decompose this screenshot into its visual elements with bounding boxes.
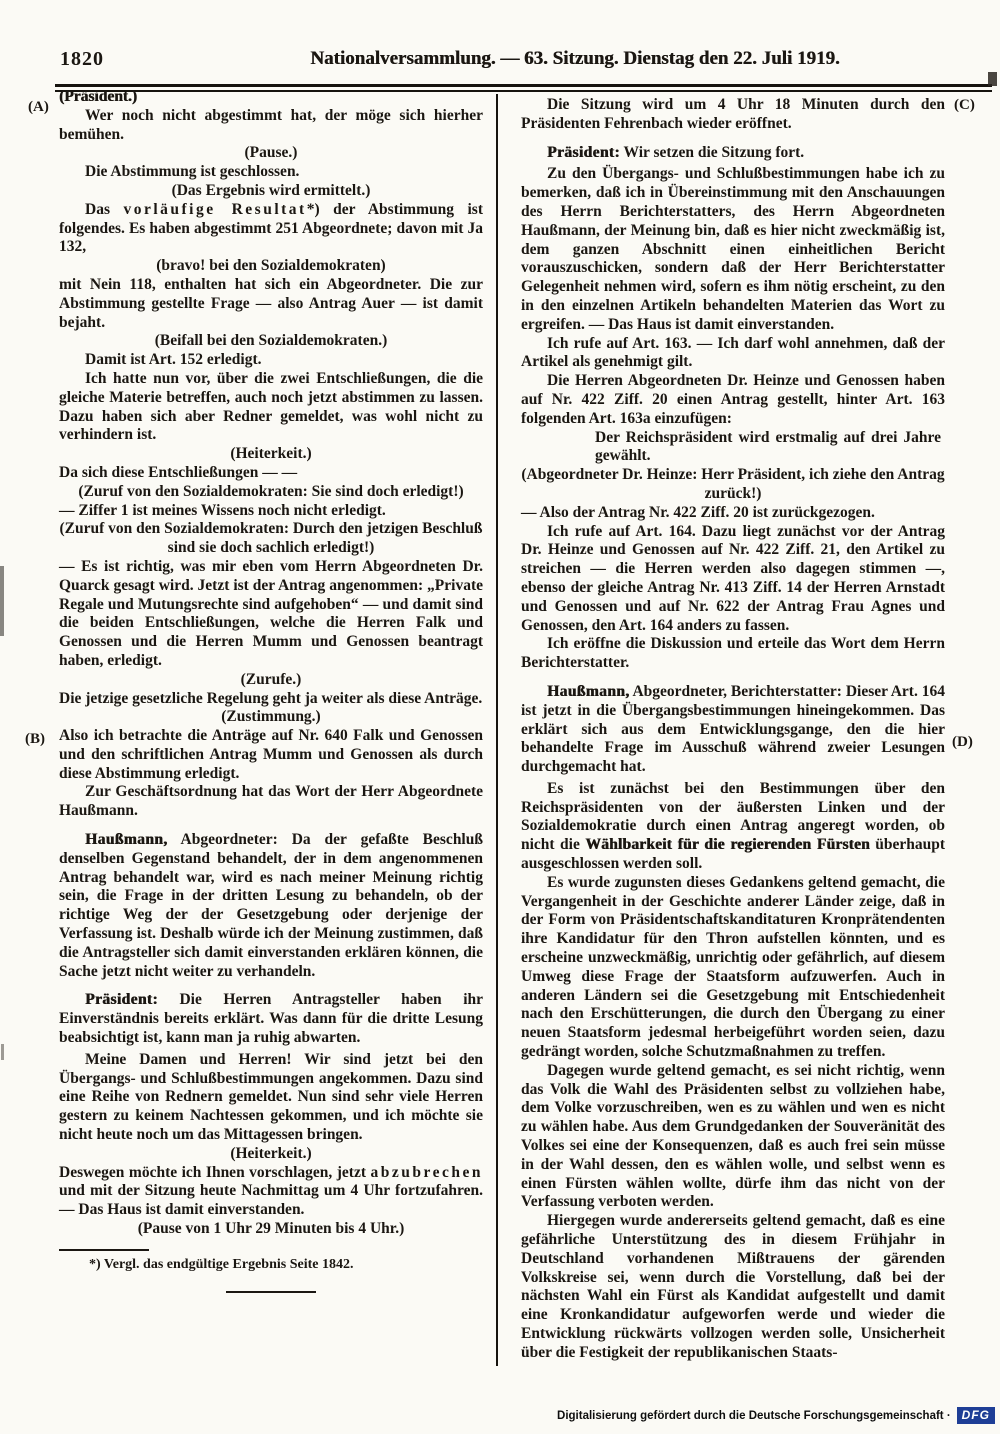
text-run: (Beifall bei den Sozialdemokraten.) — [154, 332, 388, 350]
text-run: vorläufige Resultat — [123, 200, 307, 218]
margin-marker-a: (A) — [28, 99, 49, 115]
text-run: (Heiterkeit.) — [230, 1144, 312, 1162]
text-run: — Es ist richtig, was mir eben vom Herrn Abgeordneten Dr. Quarck gesagt wird. Jetzt ist der Antrag angenommen: „Private Regale und Mutungsrechte sind aufgehoben“ — und damit sind die beiden Entschließungen, welche die Herren Falk und Genossen und die Herren Mumm und Genossen beantragt haben, erledigt. — [59, 557, 483, 669]
margin-marker-b: (B) — [25, 731, 45, 747]
text-run: (bravo! bei den Sozialdemokraten) — [156, 257, 386, 275]
speaker-name: Präsident: — [547, 143, 620, 161]
stage-direction — [59, 1145, 483, 1164]
text-run: Die jetzige gesetzliche Regelung geht ja weiter als diese Anträge. — [59, 689, 483, 707]
text-run: Die Herren Abgeordneten Dr. Heinze und Genossen haben auf Nr. 422 Ziff. 20 einen Antrag gestellt, hinter Art. 163 folgenden Art. 163a einzufügen: — [521, 372, 945, 427]
margin-marker-d: (D) — [952, 734, 973, 750]
speaker-name: Präsident: — [85, 991, 158, 1009]
text-run: Damit ist Art. 152 erledigt. — [85, 351, 262, 369]
page-number: 1820 — [60, 48, 104, 70]
text-run: Meine Damen und Herren! Wir sind jetzt bei den Übergangs- und Schlußbestimmungen angekommen. Dazu sind eine Reihe von Rednern gemeldet. Nun sind sehr viele Herren gestern zu keinem Nachtessen gekommen, und ich möchte sie nicht heute noch um das Mittagessen bringen. — [59, 1050, 483, 1144]
paragraph — [59, 502, 483, 521]
motion-quote — [595, 429, 941, 467]
text-run: *) der Abstimmung ist folgendes. Es haben abgestimmt 251 Abgeordnete; davon mit Ja 132, — [59, 200, 483, 256]
text-run: Wir setzen die Sitzung fort. — [623, 143, 805, 161]
paragraph — [521, 335, 945, 373]
text-run: mit Nein 118, enthalten hat sich ein Abgeordneter. Die zur Abstimmung gestellte Frage — also Antrag Auer — ist damit bejaht. — [59, 275, 483, 331]
rule-end — [226, 1291, 316, 1293]
paragraph — [59, 727, 483, 783]
paragraph — [59, 783, 483, 821]
text-run: Ich rufe auf Art. 163. — Ich darf wohl annehmen, daß der Artikel als genehmigt gilt. — [521, 334, 945, 371]
paragraph — [59, 1051, 483, 1145]
paragraph — [521, 1062, 945, 1212]
text-run: Hiergegen wurde andererseits geltend gemacht, daß es eine gefährliche Unterstützung des in diesem Frühjahr in Deutschland vorhandenen Mißtrauens der gärenden Volkskreise sei, wenn durch die Vorstellung, daß bei der nächsten Wahl ein Fürst als Kandidat aufgestellt und damit eine Kronkandidatur aufgeworfen werde und wieder die Entwicklung rückwärts vollzogen werden solle, Unsicherheit über die Festigkeit der republikanischen Staats- — [521, 1212, 945, 1361]
text-run: Die Herren Antragsteller haben ihr Einverständnis bereits erklärt. Was dann für die dritte Lesung beabsichtigt ist, kann man ja ruhig abwarten. — [59, 991, 484, 1047]
text-run: Ich hatte nun vor, über die zwei Entschließungen, die die gleiche Materie betreffen, auch noch jetzt abstimmen zu lassen. Dazu haben sich aber Redner gemeldet, was wohl nicht zu verhindern ist. — [59, 369, 483, 444]
paragraph — [521, 523, 945, 636]
page-header-title: Nationalversammlung. — 63. Sitzung. Dienstag den 22. Juli 1919. — [310, 48, 840, 69]
stage-direction — [59, 144, 483, 163]
text-run: Dagegen wurde geltend gemacht, es sei nicht richtig, wenn das Volk die Wahl des Präsidenten selbst zu vollziehen habe, dem Volke vorzuschreiben, wen es zu wählen und wen es nicht zu wählen habe. Aus dem Grundgedanken der Souveränität des Volkes sei eine der Konsequenzen, daß es auch frei sein müsse in der Wahl dessen, den es wählen wolle, und selbst wenn es einen Fürsten wählen wollte, dürfe ihm das nicht von der Verfassung verboten werden. — [521, 1061, 945, 1211]
paragraph — [521, 165, 945, 334]
paragraph — [521, 635, 945, 673]
paragraph — [521, 96, 945, 134]
text-run: (Heiterkeit.) — [230, 445, 312, 463]
rule-footnote — [59, 1249, 149, 1251]
right-column — [521, 96, 945, 1363]
stage-direction — [59, 671, 483, 690]
speech-paragraph — [521, 144, 945, 163]
dfg-logo: DFG — [957, 1407, 995, 1424]
text-run: Deswegen möchte ich Ihnen vorschlagen, jetzt — [59, 1163, 371, 1181]
paragraph — [59, 351, 483, 370]
stage-direction — [521, 466, 945, 504]
paragraph — [59, 201, 483, 257]
text-run: Die Abstimmung ist geschlossen. — [85, 163, 300, 181]
paragraph — [59, 1164, 483, 1220]
text-run: überhaupt ausgeschlossen werden soll. — [521, 836, 945, 873]
text-run: *) Vergl. das endgültige Ergebnis Seite 1842. — [89, 1256, 354, 1272]
text-run: Zu den Übergangs- und Schlußbestimmungen habe ich zu bemerken, daß ich in Übereinstimmung mit den Anschauungen des Herrn Berichterstatters, des Herrn Abgeordneten Haußmann, der Meinung bin, daß es hier nicht zweckmäßig ist, dem ganzen Abschnitt einen einheitlichen Bericht vorauszuschicken, sondern daß der Herr Berichterstatter Gelegenheit nehmen wird, sofern es ihm nötig erscheint, zu den in den einzelnen Artikeln behandelten Materien das Wort zu ergreifen. — Das Haus ist damit einverstanden. — [521, 165, 945, 333]
paragraph — [521, 1212, 945, 1362]
paragraph — [59, 276, 483, 332]
speech-paragraph — [59, 831, 483, 981]
text-run: Abgeordneter, Berichterstatter: Dieser Art. 164 ist jetzt in die Übergangsbestimmungen hineingekommen. Das erklärt sich aus dem Entwicklungsgange, den die hier behandelte Frage im Ausschuß während zweier Lesungen durchgemacht hat. — [521, 682, 945, 776]
text-run: (Zurufe.) — [240, 670, 302, 688]
stage-direction — [59, 708, 483, 727]
paragraph — [59, 163, 483, 182]
left-column — [59, 88, 483, 1293]
text-run: (Pause.) — [244, 144, 298, 162]
text-run: Ich rufe auf Art. 164. Dazu liegt zunächst vor der Antrag Dr. Heinze und Genossen auf Nr. 422 Ziff. 21, den Artikel zu streichen — die Herren werden also dagegen stimmen —, ebenso der gleiche Antrag Nr. 413 Ziff. 14 der Herren Arnstadt und Genossen und auf Nr. 622 der Antrag Frau Agnes und Genossen, den Art. 164 anders zu fassen. — [521, 522, 945, 634]
text-run: Ich eröffne die Diskussion und erteile das Wort dem Herrn Berichterstatter. — [521, 635, 945, 672]
text-run: Also ich betrachte die Anträge auf Nr. 640 Falk und Genossen und den schriftlichen Antrag Mumm und Genossen als durch diese Abstimmung erledigt. — [59, 727, 483, 782]
text-run: (Pause von 1 Uhr 29 Minuten bis 4 Uhr.) — [137, 1220, 405, 1238]
credit-text: Digitalisierung gefördert durch die Deutsche Forschungsgemeinschaft · — [557, 1409, 951, 1422]
paragraph — [59, 690, 483, 709]
stage-direction — [59, 483, 483, 502]
text-run: Der Reichspräsident wird erstmalig auf drei Jahre gewählt. — [595, 428, 941, 465]
text-run: — Also der Antrag Nr. 422 Ziff. 20 ist zurückgezogen. — [521, 503, 875, 521]
text-run: Das — [85, 200, 124, 218]
paragraph — [521, 504, 945, 523]
stage-direction — [59, 445, 483, 464]
text-run: (Zustimmung.) — [221, 708, 321, 726]
paragraph — [521, 780, 945, 874]
text-run: Da sich diese Entschließungen — — — [59, 463, 298, 481]
header-rule-thick — [55, 84, 992, 87]
text-run: abzubrechen — [370, 1163, 483, 1181]
text-run: und mit der Sitzung heute Nachmittag um 4 Uhr fortzufahren. — Das Haus ist damit einverstanden. — [59, 1182, 483, 1219]
continuation-header — [59, 88, 483, 107]
margin-marker-c: (C) — [954, 97, 975, 113]
text-run: Wählbarkeit für die regierenden Fürsten — [585, 836, 870, 854]
stage-direction — [59, 332, 483, 351]
speech-paragraph — [521, 683, 945, 777]
scan-speck — [988, 72, 997, 86]
text-run: Es ist zunächst bei den Bestimmungen über den Reichspräsidenten von der äußersten Linken und der Sozialdemokratie durch einen Antrag angeregt worden, ob nicht die — [521, 779, 945, 854]
speaker-name: Haußmann, — [547, 682, 630, 700]
stage-direction — [59, 1220, 483, 1239]
text-run: (Präsident.) — [59, 88, 137, 105]
text-run: (Das Ergebnis wird ermittelt.) — [171, 181, 371, 199]
footnote — [59, 1256, 483, 1275]
text-run: (Zuruf von den Sozialdemokraten: Sie sind doch erledigt!) — [78, 482, 464, 500]
stage-direction — [59, 520, 483, 558]
text-run: Die Sitzung wird um 4 Uhr 18 Minuten durch den Präsidenten Fehrenbach wieder eröffnet. — [521, 96, 945, 132]
paragraph — [59, 558, 483, 671]
paragraph — [59, 464, 483, 483]
column-divider — [496, 94, 498, 1366]
paragraph — [521, 874, 945, 1062]
text-run: Zur Geschäftsordnung hat das Wort der Herr Abgeordnete Haußmann. — [59, 783, 483, 820]
text-run: Wer noch nicht abgestimmt hat, der möge sich hierher bemühen. — [59, 106, 483, 143]
scan-speck — [1, 1044, 4, 1060]
speech-paragraph — [59, 991, 483, 1047]
text-run: (Zuruf von den Sozialdemokraten: Durch den jetzigen Beschluß sind sie doch sachlich erledigt!) — [59, 520, 483, 557]
scan-speck — [0, 566, 4, 636]
stage-direction — [59, 182, 483, 201]
stage-direction — [59, 257, 483, 276]
paragraph — [59, 370, 483, 445]
text-run: Es wurde zugunsten dieses Gedankens geltend gemacht, die Vergangenheit in der Geschichte anderer Länder zeige, daß in der Form von Präsidentschaftskanditaturen Kronprätendenten ihre Kandidatur für den Thron aufstellen könnten, und es erscheine unzweckmäßig, unrichtig oder gefährlich, auf diesem Umweg diese Frage der Staatsform aufzuwerfen. Auch in anderen Ländern sei die Gesetzgebung mit Entschiedenheit nach den Erschütterungen, die durch den Übergang zu einer neuen Staatsform jedesmal herbeigeführt worden seien, dazu gedrängt worden, solche Schutzmaßnahmen zu treffen. — [521, 873, 945, 1061]
text-run: (Abgeordneter Dr. Heinze: Herr Präsident, ich ziehe den Antrag zurück!) — [521, 466, 945, 502]
digitization-credit — [557, 1407, 995, 1424]
text-run: — Ziffer 1 ist meines Wissens noch nicht erledigt. — [59, 501, 386, 519]
speaker-name: Haußmann, — [85, 831, 168, 849]
paragraph — [521, 372, 945, 428]
text-run: Abgeordneter: Da der gefaßte Beschluß denselben Gegenstand behandelt, der in dem angenommenen Antrag behandelt war, wird es nach meiner Meinung richtig sein, die Frage in der dritten Lesung zu behandeln, ob der richtige Weg der der Gesetzgebung oder derjenige der Verfassung ist. Deshalb würde ich der Meinung zustimmen, daß die Antragsteller sich damit einverstanden erklären können, die Sache jetzt nicht weiter zu verhandeln. — [59, 831, 483, 980]
paragraph — [59, 107, 483, 145]
